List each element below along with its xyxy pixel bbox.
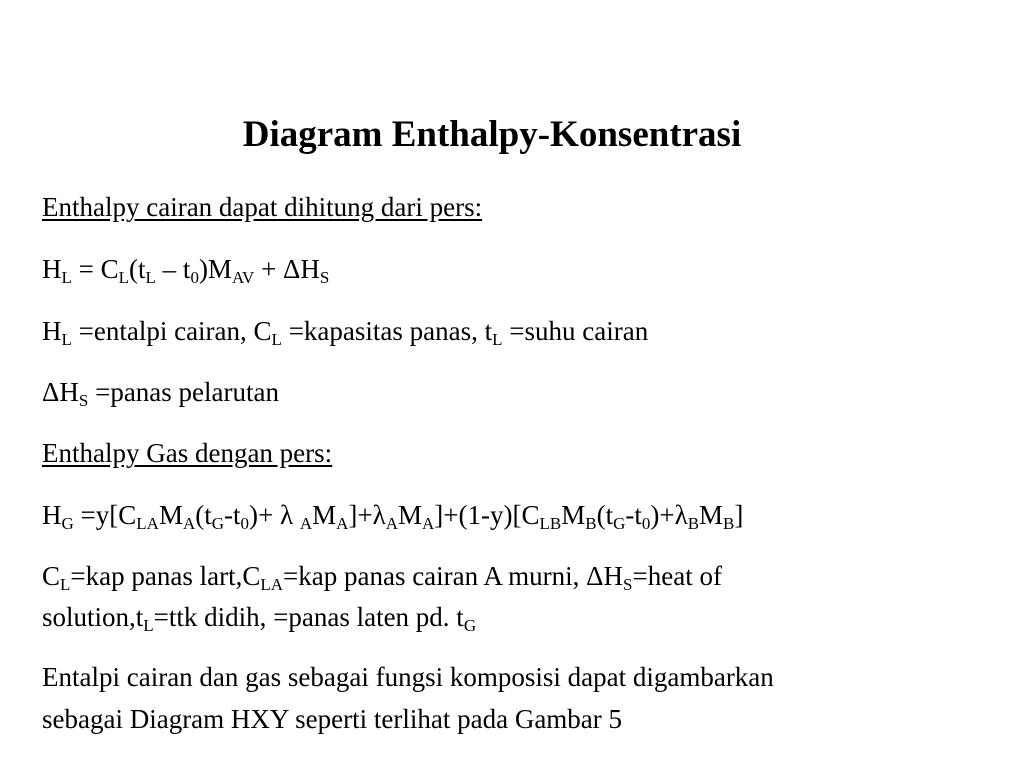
heading-liquid-enthalpy: Enthalpy cairan dapat dihitung dari pers:: [42, 192, 483, 222]
def-text: H: [42, 316, 62, 346]
eq-subscript: G: [613, 514, 626, 533]
eq-text: )M: [198, 254, 232, 284]
def-text: =suhu cairan: [502, 316, 649, 346]
eq-subscript: G: [211, 514, 225, 533]
eq-subscript: L: [61, 268, 72, 287]
eq-subscript: A: [336, 514, 349, 533]
def-subscript: S: [78, 391, 89, 410]
def-subscript: L: [143, 616, 154, 635]
def-text: =panas pelarutan: [88, 377, 279, 407]
def-subscript: L: [60, 575, 71, 594]
eq-subscript: LB: [539, 514, 562, 533]
eq-text: -t: [625, 500, 642, 530]
closing-paragraph-line-1: Entalpi cairan dan gas sebagai fungsi komposisi dapat digambarkan: [42, 662, 774, 692]
eq-text: M: [312, 500, 337, 530]
eq-subscript: G: [61, 514, 74, 533]
equation-gas-enthalpy: [42, 498, 743, 532]
eq-subscript: S: [319, 268, 330, 287]
def-subscript: L: [271, 330, 282, 349]
def-text: =kapasitas panas, t: [281, 316, 493, 346]
eq-subscript: 0: [190, 268, 199, 287]
eq-subscript: A: [299, 514, 313, 533]
def-subscript: S: [623, 575, 633, 594]
eq-text: (t: [195, 500, 212, 530]
eq-text: M: [398, 500, 423, 530]
eq-subscript: 0: [641, 514, 651, 533]
def-text: =entalpi cairan, C: [71, 316, 272, 346]
eq-text: -t: [224, 500, 241, 530]
eq-subscript: B: [687, 514, 700, 533]
def-subscript: LA: [260, 575, 284, 594]
definition-heat-of-solution: [42, 375, 279, 409]
eq-text: (t: [596, 500, 614, 530]
closing-paragraph-line-2: sebagai Diagram HXY seperti terlihat pada Gambar 5: [42, 704, 623, 734]
eq-text: H: [42, 254, 62, 284]
def-text: =ttk didih, =panas laten pd. t: [153, 602, 464, 632]
eq-subscript: B: [723, 514, 735, 533]
eq-text: ]+(1-y)[C: [434, 500, 540, 530]
heading-gas-enthalpy: Enthalpy Gas dengan pers:: [42, 438, 333, 468]
eq-text: + ΔH: [254, 254, 320, 284]
eq-subscript: LA: [136, 514, 159, 533]
eq-text: (t: [129, 254, 146, 284]
eq-text: – t: [155, 254, 191, 284]
definition-gas-variables-line-2: [42, 600, 476, 634]
eq-text: M: [158, 500, 183, 530]
eq-text: )+λ: [650, 500, 688, 530]
eq-text: ]+λ: [348, 500, 386, 530]
eq-text: = C: [71, 254, 119, 284]
eq-text: M: [699, 500, 724, 530]
def-subscript: L: [492, 330, 503, 349]
eq-subscript: L: [145, 268, 156, 287]
definition-liquid-variables: [42, 314, 648, 348]
eq-text: )+ λ: [249, 500, 300, 530]
eq-subscript: 0: [240, 514, 250, 533]
slide-title: Diagram Enthalpy-Konsentrasi: [242, 114, 742, 155]
eq-subscript: AV: [231, 268, 255, 287]
def-subscript: G: [463, 616, 477, 635]
eq-text: M: [561, 500, 586, 530]
eq-text: H: [42, 500, 62, 530]
eq-subscript: A: [385, 514, 398, 533]
eq-subscript: A: [182, 514, 196, 533]
eq-text: =y[C: [73, 500, 137, 530]
eq-text: ]: [734, 500, 744, 530]
equation-liquid-enthalpy: [42, 252, 329, 286]
eq-subscript: A: [422, 514, 435, 533]
definition-gas-variables-line-1: [42, 559, 722, 593]
def-text: ΔH: [42, 377, 79, 407]
eq-subscript: L: [118, 268, 130, 287]
def-text: =heat of: [632, 561, 722, 591]
def-text: =kap panas cairan A murni, ΔH: [283, 561, 624, 591]
def-subscript: L: [61, 330, 72, 349]
def-text: C: [42, 561, 61, 591]
def-text: =kap panas lart,C: [70, 561, 261, 591]
eq-subscript: B: [585, 514, 597, 533]
def-text: solution,t: [42, 602, 144, 632]
